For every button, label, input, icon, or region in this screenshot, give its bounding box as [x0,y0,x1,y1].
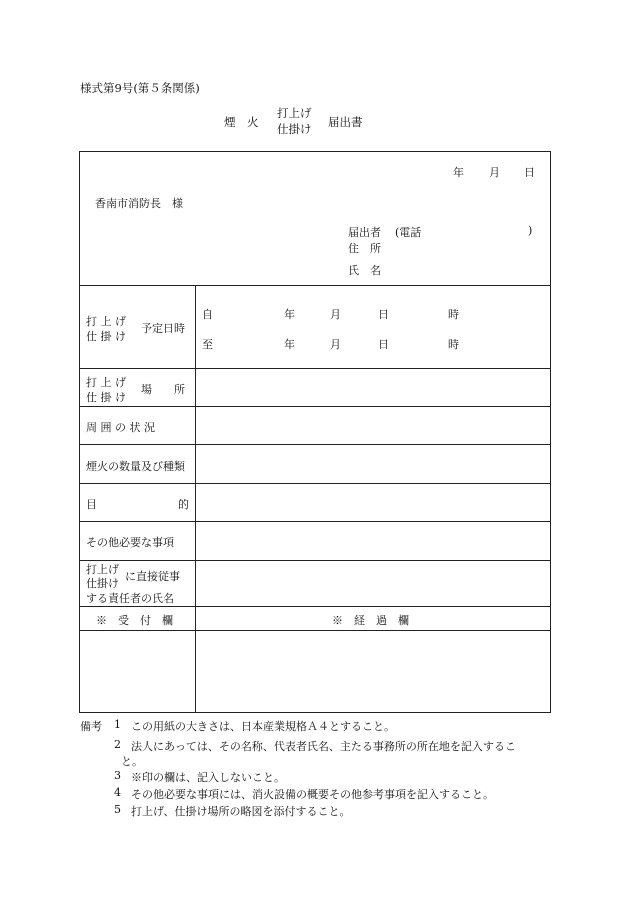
phone-open: (電話 [395,226,422,239]
note-4-text: その他必要な事項には、消火設備の概要その他参考事項を記入すること。 [131,788,494,801]
responsible-label-suffix: に直接従事 [125,570,180,583]
title-stack-top: 打上げ [277,106,312,120]
schedule-label-top: 打 上 げ [86,315,126,328]
date-month: 月 [489,166,500,179]
note-5-number: 5 [114,803,121,816]
place-label-top: 打 上 げ [86,376,126,389]
responsible-label-line3: する責任者の氏名 [86,592,174,605]
schedule-from-hour: 時 [448,308,459,321]
purpose-label-left: 目 [86,498,97,511]
surroundings-label: 周 囲 の 状 況 [86,421,155,434]
applicant-label: 届出者 [348,226,381,239]
note-3-text: ※印の欄は、記入しないこと。 [131,771,285,784]
addressee: 香南市消防長 様 [95,197,183,210]
note-2-text-cont: と。 [121,755,143,768]
responsible-label-bottom: 仕掛け [86,577,119,590]
note-4-number: 4 [114,786,121,799]
note-2-number: 2 [114,738,121,751]
note-2-text: 法人にあっては、その名称、代表者氏名、主たる事務所の所在地を記入するこ [131,740,516,753]
schedule-to-day: 日 [378,338,389,351]
schedule-from: 自 [202,308,213,321]
schedule-to: 至 [202,338,213,351]
receipt-column-label: ※ 受 付 欄 [96,614,173,627]
note-3-number: 3 [114,769,121,782]
form-label: 様式第9号(第５条関係) [80,81,200,95]
name-label: 氏 名 [348,264,381,277]
schedule-from-year: 年 [284,308,295,321]
address-label: 住 所 [348,242,381,255]
notes-heading: 備考 [80,720,102,733]
date-day: 日 [524,166,535,179]
title-part2: 届出書 [328,115,363,129]
schedule-to-hour: 時 [448,338,459,351]
place-label-suffix: 場 所 [141,383,185,396]
other-label: その他必要な事項 [86,536,174,549]
responsible-label-top: 打上げ [86,563,119,576]
phone-close: ) [528,224,533,237]
quantity-label: 煙火の数量及び種類 [86,460,185,473]
schedule-label-bottom: 仕 掛 け [86,330,126,343]
schedule-to-month: 月 [330,338,341,351]
title-stack-bottom: 仕掛け [277,122,312,136]
date-year: 年 [453,166,464,179]
note-1-number: 1 [114,718,121,731]
note-5-text: 打上げ、仕掛け場所の略図を添付すること。 [131,805,351,818]
place-label-bottom: 仕 掛 け [86,391,126,404]
title-part1: 煙 火 [224,115,259,129]
purpose-label-right: 的 [178,498,189,511]
schedule-from-day: 日 [378,308,389,321]
progress-column-label: ※ 経 過 欄 [332,614,409,627]
schedule-from-month: 月 [330,308,341,321]
note-1-text: この用紙の大きさは、日本産業規格Ａ４とすること。 [131,720,395,733]
schedule-to-year: 年 [284,338,295,351]
schedule-label-suffix: 予定日時 [141,322,185,335]
